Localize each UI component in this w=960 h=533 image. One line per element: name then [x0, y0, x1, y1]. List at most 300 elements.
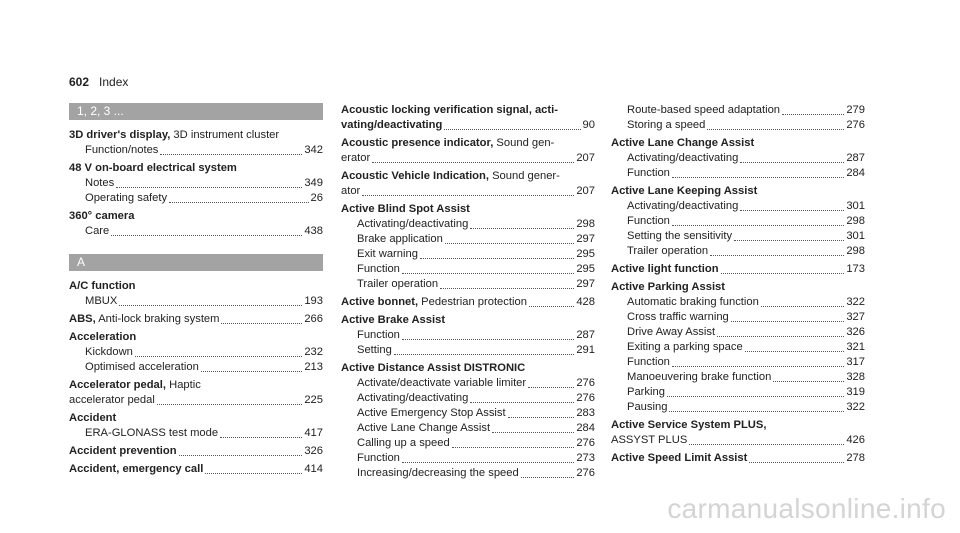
index-entry: [611, 136, 865, 181]
index-subentry: [611, 340, 865, 355]
entry-description: Activating/deactivating: [627, 152, 739, 164]
entry-text: [611, 280, 725, 295]
entry-text: [627, 310, 729, 325]
index-line: [341, 169, 595, 184]
index-subentry: [341, 217, 595, 232]
section-gap: [69, 242, 323, 254]
entry-keyword: vating/deactivating: [341, 119, 443, 131]
entry-description: Function: [627, 356, 670, 368]
entry-description: Manoeuvering brake function: [627, 371, 772, 383]
index-entry: [341, 295, 595, 310]
index-line: [69, 411, 323, 426]
entry-keyword: 48 V on-board electrical system: [69, 162, 237, 174]
entry-text: [611, 136, 754, 151]
entry-keyword: Accident, emergency call: [69, 463, 204, 475]
page-ref: 26: [310, 192, 323, 204]
dot-leader: [440, 277, 574, 289]
index-column-1: [69, 103, 323, 480]
page-ref: 438: [304, 225, 323, 237]
page-ref: 321: [846, 341, 865, 353]
index-entry: [341, 202, 595, 292]
entry-text: [627, 244, 708, 259]
entry-description: Calling up a speed: [357, 437, 450, 449]
entry-text: [627, 214, 670, 229]
index-line: [69, 161, 323, 176]
entry-description: Exiting a parking space: [627, 341, 743, 353]
entry-description: Activating/deactivating: [627, 200, 739, 212]
dot-leader: [119, 294, 302, 306]
index-subentry: [341, 451, 595, 466]
index-line: [611, 418, 865, 433]
entry-keyword: Acceleration: [69, 331, 137, 343]
dot-leader: [221, 312, 302, 324]
entry-text: [357, 232, 443, 247]
index-entry: [69, 161, 323, 206]
entry-text: [627, 400, 667, 415]
entry-description: Care: [85, 225, 110, 237]
page-ref: 326: [304, 445, 323, 457]
dot-leader: [745, 340, 845, 352]
entry-text: [627, 385, 665, 400]
entry-keyword: Active Blind Spot Assist: [341, 203, 470, 215]
index-line: [611, 184, 865, 199]
page-ref: 225: [304, 394, 323, 406]
page-ref: 295: [576, 248, 595, 260]
index-subentry: [341, 262, 595, 277]
index-entry: [611, 451, 865, 466]
dot-leader: [717, 325, 844, 337]
index-line: [69, 378, 323, 393]
dot-leader: [707, 118, 844, 130]
entry-text: [627, 103, 780, 118]
index-subentry: [611, 214, 865, 229]
index-entry: [341, 313, 595, 358]
entry-description: Pedestrian protection: [418, 296, 527, 308]
entry-text: [357, 328, 400, 343]
entry-description: Haptic: [166, 379, 201, 391]
entry-text: [85, 143, 158, 158]
entry-description: Increasing/decreasing the speed: [357, 467, 519, 479]
entry-text: [357, 451, 400, 466]
dot-leader: [749, 451, 844, 463]
index-line: [341, 361, 595, 376]
index-subentry: [341, 376, 595, 391]
entry-description: Exit warning: [357, 248, 418, 260]
entry-description: Storing a speed: [627, 119, 706, 131]
page-ref: 322: [846, 296, 865, 308]
index-line: [611, 433, 865, 448]
index-subentry: [611, 166, 865, 181]
index-entry: [69, 444, 323, 459]
entry-description: Operating safety: [85, 192, 168, 204]
entry-description: Active Lane Change Assist: [357, 422, 491, 434]
entry-text: [357, 406, 506, 421]
index-line: [341, 202, 595, 217]
entry-keyword: Active Distance Assist DISTRONIC: [341, 362, 526, 374]
entry-keyword: Active bonnet,: [341, 296, 419, 308]
page-ref: 287: [576, 329, 595, 341]
dot-leader: [116, 176, 302, 188]
index-subentry: [341, 391, 595, 406]
entry-text: [85, 224, 109, 239]
entry-text: [627, 118, 705, 133]
entry-text: [357, 391, 468, 406]
entry-keyword: Active Service System PLUS,: [611, 419, 767, 431]
entry-description: Function/notes: [85, 144, 159, 156]
index-subentry: [69, 176, 323, 191]
dot-leader: [179, 444, 303, 456]
page-title: Index: [99, 75, 129, 89]
index-subentry: [341, 466, 595, 481]
dot-leader: [672, 166, 844, 178]
entry-description: Activating/deactivating: [357, 218, 469, 230]
dot-leader: [470, 391, 574, 403]
dot-leader: [157, 393, 303, 405]
dot-leader: [508, 406, 575, 418]
page-ref: 319: [846, 386, 865, 398]
entry-text: [627, 229, 732, 244]
index-subentry: [611, 229, 865, 244]
index-subentry: [69, 426, 323, 441]
index-entry: [611, 262, 865, 277]
dot-leader: [420, 247, 574, 259]
page-ref: 298: [576, 218, 595, 230]
page-ref: 342: [304, 144, 323, 156]
dot-leader: [721, 262, 845, 274]
page-ref: 278: [846, 452, 865, 464]
entry-text: [627, 370, 771, 385]
entry-text: [69, 462, 203, 477]
entry-text: [341, 118, 442, 133]
dot-leader: [669, 400, 844, 412]
dot-leader: [402, 328, 574, 340]
dot-leader: [761, 295, 844, 307]
entry-description: Activate/deactivate variable limiter: [357, 377, 527, 389]
dot-leader: [740, 199, 844, 211]
entry-text: [627, 199, 738, 214]
entry-text: [627, 151, 738, 166]
entry-keyword: Active Lane Keeping Assist: [611, 185, 758, 197]
entry-description: ator: [341, 185, 361, 197]
entry-keyword: Accident: [69, 412, 117, 424]
index-subentry: [611, 310, 865, 325]
page-ref: 279: [846, 104, 865, 116]
index-entry: [69, 411, 323, 441]
index-entry: [611, 280, 865, 415]
entry-description: Setting: [357, 344, 392, 356]
entry-text: [69, 161, 237, 176]
index-subentry: [611, 355, 865, 370]
page-ref: 284: [576, 422, 595, 434]
entry-text: [341, 136, 554, 151]
entry-text: [341, 184, 360, 199]
page-ref: 301: [846, 230, 865, 242]
entry-text: [357, 466, 519, 481]
page-ref: 232: [304, 346, 323, 358]
entry-description: MBUX: [85, 295, 118, 307]
page-number: 602: [69, 75, 90, 89]
entry-text: [611, 184, 757, 199]
page-ref: 322: [846, 401, 865, 413]
index-entry: [69, 209, 323, 239]
page-ref: 284: [846, 167, 865, 179]
dot-leader: [529, 295, 574, 307]
page-ref: 327: [846, 311, 865, 323]
dot-leader: [394, 343, 574, 355]
entry-keyword: Active Parking Assist: [611, 281, 725, 293]
entry-description: Activating/deactivating: [357, 392, 469, 404]
entry-text: [341, 361, 525, 376]
entry-text: [627, 166, 670, 181]
entry-text: [357, 262, 400, 277]
entry-keyword: 3D driver's display,: [69, 129, 171, 141]
entry-description: Drive Away Assist: [627, 326, 716, 338]
index-entry: [341, 169, 595, 199]
entry-text: [611, 262, 719, 277]
page-ref: 349: [304, 177, 323, 189]
entry-keyword: Acoustic Vehicle Indication,: [341, 170, 489, 182]
entry-text: [357, 343, 392, 358]
index-subentry: [69, 345, 323, 360]
page-ref: 287: [846, 152, 865, 164]
page-ref: 297: [576, 233, 595, 245]
entry-text: [611, 433, 687, 448]
index-line: [69, 462, 323, 477]
index-line: [341, 184, 595, 199]
index-subentry: [611, 325, 865, 340]
page-header: [69, 75, 128, 89]
index-line: [69, 393, 323, 408]
index-line: [341, 118, 595, 133]
entry-text: [69, 393, 155, 408]
entry-description: Anti-lock braking system: [95, 313, 220, 325]
entry-text: [69, 312, 219, 327]
dot-leader: [667, 385, 844, 397]
index-line: [611, 451, 865, 466]
page-ref: 295: [576, 263, 595, 275]
page-ref: 207: [576, 152, 595, 164]
entry-text: [85, 176, 114, 191]
dot-leader: [135, 345, 302, 357]
dot-leader: [362, 184, 574, 196]
index-line: [611, 136, 865, 151]
entry-text: [85, 360, 199, 375]
entry-keyword: Active Speed Limit Assist: [611, 452, 748, 464]
entry-text: [69, 330, 136, 345]
index-subentry: [611, 400, 865, 415]
entry-text: [69, 444, 177, 459]
page-ref: 276: [576, 392, 595, 404]
entry-keyword: Acoustic presence indicator,: [341, 137, 494, 149]
index-subentry: [611, 151, 865, 166]
entry-text: [341, 103, 558, 118]
index-subentry: [611, 244, 865, 259]
index-line: [69, 209, 323, 224]
index-subentry: [69, 294, 323, 309]
index-entry: [69, 312, 323, 327]
index-entry: [69, 330, 323, 375]
entry-text: [357, 277, 438, 292]
entry-text: [85, 345, 133, 360]
entry-description: Trailer operation: [627, 245, 709, 257]
entry-text: [341, 169, 560, 184]
index-subentry: [69, 191, 323, 206]
dot-leader: [773, 370, 844, 382]
dot-leader: [111, 224, 302, 236]
dot-leader: [521, 466, 575, 478]
entry-text: [627, 355, 670, 370]
page-ref: 213: [304, 361, 323, 373]
index-line: [341, 313, 595, 328]
entry-text: [85, 426, 218, 441]
entry-description: Pausing: [627, 401, 668, 413]
dot-leader: [160, 143, 302, 155]
index-line: [69, 330, 323, 345]
index-line: [611, 262, 865, 277]
index-entry: [69, 378, 323, 408]
entry-text: [627, 295, 759, 310]
entry-description: Route-based speed adaptation: [627, 104, 781, 116]
entry-description: Optimised acceleration: [85, 361, 199, 373]
page-ref: 291: [576, 344, 595, 356]
entry-keyword: A/C function: [69, 280, 136, 292]
index-subentry: [341, 247, 595, 262]
index-subentry: [341, 328, 595, 343]
entry-keyword: ABS,: [69, 313, 96, 325]
entry-keyword: 360° camera: [69, 210, 135, 222]
page-ref: 266: [304, 313, 323, 325]
entry-description: Setting the sensitivity: [627, 230, 733, 242]
index-subentry: [341, 421, 595, 436]
page-ref: 326: [846, 326, 865, 338]
entry-text: [357, 436, 450, 451]
index-subentry: [341, 232, 595, 247]
index-entry: [69, 128, 323, 158]
entry-description: Function: [357, 329, 400, 341]
page-ref: 276: [576, 467, 595, 479]
dot-leader: [402, 451, 574, 463]
index-subentry: [611, 385, 865, 400]
index-line: [341, 103, 595, 118]
entry-description: 3D instrument cluster: [170, 129, 280, 141]
watermark: carmanualsonline.info: [667, 493, 946, 524]
entry-text: [357, 376, 526, 391]
page-ref: 426: [846, 434, 865, 446]
index-line: [341, 295, 595, 310]
dot-leader: [470, 217, 574, 229]
entry-text: [611, 451, 747, 466]
page-ref: 297: [576, 278, 595, 290]
entry-description: ASSYST PLUS: [611, 434, 688, 446]
entry-text: [627, 325, 715, 340]
page-ref: 283: [576, 407, 595, 419]
page-ref: 276: [846, 119, 865, 131]
page-ref: 301: [846, 200, 865, 212]
entry-text: [69, 411, 116, 426]
dot-leader: [672, 214, 844, 226]
index-subentry: [69, 224, 323, 239]
entry-description: accelerator pedal: [69, 394, 155, 406]
entry-text: [341, 202, 470, 217]
entry-text: [357, 421, 490, 436]
index-entry: [69, 279, 323, 309]
index-subentry: [341, 436, 595, 451]
dot-leader: [402, 262, 574, 274]
dot-leader: [672, 355, 844, 367]
entry-keyword: Accident prevention: [69, 445, 177, 457]
entry-keyword: Active Brake Assist: [341, 314, 446, 326]
index-subentry: [611, 103, 865, 118]
index-line: [341, 151, 595, 166]
index-subentry: [611, 199, 865, 214]
index-line: [69, 444, 323, 459]
page-ref: 276: [576, 437, 595, 449]
index-column-2: [341, 103, 595, 484]
page-ref: 328: [846, 371, 865, 383]
entry-description: Sound gen-: [493, 137, 555, 149]
entry-text: [357, 247, 418, 262]
index-subentry: [69, 143, 323, 158]
dot-leader: [201, 360, 303, 372]
entry-text: [85, 294, 117, 309]
page-ref: 428: [576, 296, 595, 308]
dot-leader: [444, 118, 580, 130]
entry-keyword: Accelerator pedal,: [69, 379, 167, 391]
entry-description: Cross traffic warning: [627, 311, 729, 323]
page-ref: 417: [304, 427, 323, 439]
entry-description: Sound gener-: [488, 170, 560, 182]
index-line: [69, 128, 323, 143]
entry-text: [341, 313, 445, 328]
entry-text: [341, 295, 527, 310]
entry-description: Kickdown: [85, 346, 133, 358]
page-ref: 276: [576, 377, 595, 389]
entry-description: Function: [357, 452, 400, 464]
entry-description: Function: [627, 167, 670, 179]
dot-leader: [372, 151, 574, 163]
index-subentry: [341, 343, 595, 358]
index-subentry: [611, 118, 865, 133]
entry-keyword: Active light function: [611, 263, 719, 275]
index-entry: [341, 361, 595, 481]
entry-description: Automatic braking function: [627, 296, 759, 308]
page-ref: 90: [582, 119, 595, 131]
page-ref: 317: [846, 356, 865, 368]
entry-description: Active Emergency Stop Assist: [357, 407, 506, 419]
entry-text: [341, 151, 370, 166]
index-subentry: [69, 360, 323, 375]
index-subentry: [341, 277, 595, 292]
index-line: [611, 280, 865, 295]
section-header: A: [69, 254, 323, 271]
index-entry: [611, 103, 865, 133]
dot-leader: [169, 191, 308, 203]
page-ref: 207: [576, 185, 595, 197]
entry-description: Parking: [627, 386, 665, 398]
index-column-3: [611, 103, 865, 469]
page-ref: 193: [304, 295, 323, 307]
entry-description: Function: [627, 215, 670, 227]
entry-text: [69, 209, 134, 224]
page-ref: 173: [846, 263, 865, 275]
entry-description: Notes: [85, 177, 115, 189]
entry-description: ERA-GLONASS test mode: [85, 427, 219, 439]
page-ref: 414: [304, 463, 323, 475]
index-line: [69, 279, 323, 294]
dot-leader: [452, 436, 575, 448]
entry-description: Function: [357, 263, 400, 275]
index-entry: [341, 136, 595, 166]
